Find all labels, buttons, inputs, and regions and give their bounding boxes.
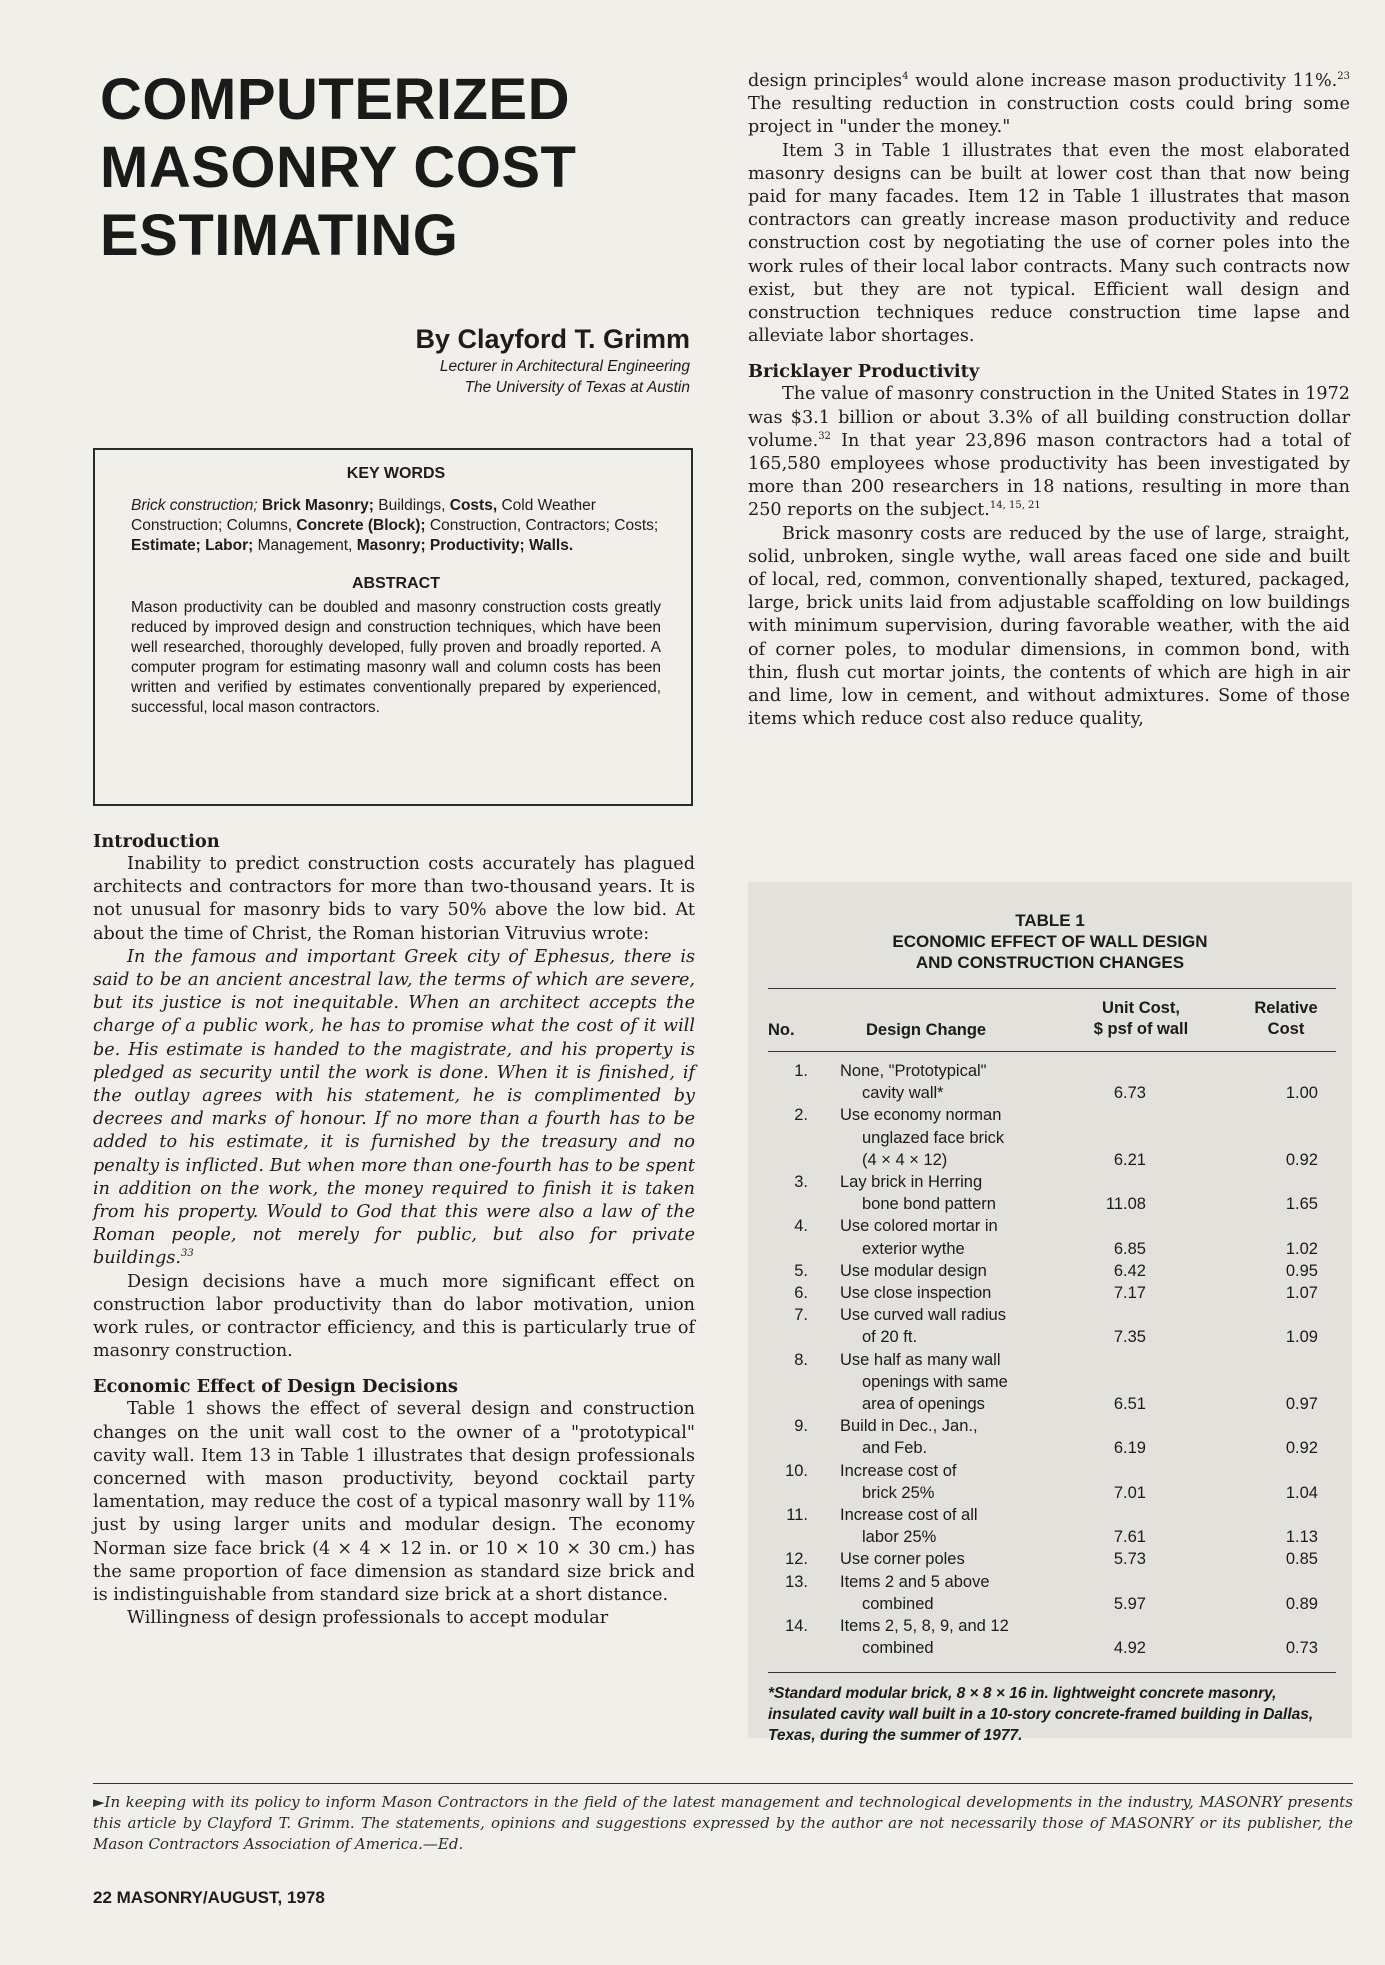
title-line-2: MASONRY COST [100,135,577,200]
design-change-cell [840,1504,1100,1548]
table-row [768,1260,1336,1282]
design-change-line: Lay brick in Herring [840,1173,983,1192]
design-change-line: Items 2, 5, 8, 9, and 12 [840,1617,1009,1636]
row-number: 8. [794,1350,808,1369]
author-name: By Clayford T. Grimm [415,324,690,354]
unit-cost-cell: 6.19 [1113,1439,1146,1458]
unit-cost-cell: 7.35 [1113,1328,1146,1347]
relative-cost-cell: 1.07 [1285,1284,1318,1303]
design-change-line: Use economy norman [840,1106,1002,1125]
unit-cost-cell: 5.73 [1113,1550,1146,1569]
design-change-cell [840,1615,1100,1659]
row-number: 3. [794,1173,808,1192]
page-footer: 22 MASONRY/AUGUST, 1978 [93,1888,325,1907]
design-change-line: combined [862,1594,934,1613]
design-change-cell [840,1304,1100,1348]
col-header-no: No. [768,1021,795,1039]
design-change-line: unglazed face brick [862,1128,1005,1147]
author-affiliation-university: The University of Texas at Austin [464,379,690,396]
row-number: 11. [786,1506,808,1525]
paragraph: Inability to predict construction costs accurately has plagued architects and contractors for more than two-thousand years. It is not unusual for masonry bids to vary 50% above the low bid. At about the time of Christ, the Roman historian Vitruvius wrote: [93,854,695,944]
table-row [768,1060,1336,1104]
keyword-fragment: Management, [257,537,357,554]
relative-cost-cell: 0.89 [1285,1594,1318,1613]
byline [300,322,690,398]
design-change-cell [840,1548,1100,1570]
row-number: 9. [794,1417,808,1436]
keyword-fragment: Buildings, [378,497,450,514]
table-title-line-1: ECONOMIC EFFECT OF WALL DESIGN [892,932,1208,951]
citation: 4 [902,71,909,83]
keywords-list [131,496,661,556]
vitruvius-quote: In the famous and important Greek city of Ephesus, there is said to be an ancient ancestral law, the terms of which are severe, but its justice is not inequitable. When an architect accepts the charge of a public work, he has to promise what the cost of it will be. His estimate is handed to the magistrate, and his property is pledged as security until the work is done. When it is finished, if the outlay agrees with his statement, he is complimented by decrees and marks of honour. If no more than a fourth has to be added to his estimate, it is furnished by the treasury and no penalty is inflicted. But when more than one-fourth has to be spent in addition on the work, the money required to finish it is taken from his property. Would to God that this were also a law of the Roman people, not merely for public, but also for private buildings.$^{33}$ [93,946,695,1269]
paragraph: Item 3 in Table 1 illustrates that even the most elaborated masonry designs can be built at lower cost than that now being paid for many facades. Item 12 in Table 1 illustrates that mason contractors can greatly increase mason productivity and reduce construction cost by negotiating the use of corner poles into the work rules of their local labor contracts. Many such contracts now exist, but they are not typical. Efficient wall design and construction techniques reduce construction time lapse and alleviate labor shortages. [748,140,1350,347]
table-body [768,1060,1336,1659]
unit-cost-cell: 6.85 [1113,1239,1146,1258]
design-change-line: brick 25% [862,1483,935,1502]
unit-cost-cell: 4.92 [1113,1639,1146,1658]
relative-cost-cell: 0.95 [1285,1261,1318,1280]
article-title [100,66,700,270]
design-change-cell [840,1260,1100,1282]
design-change-cell [840,1415,1100,1459]
row-number: 14. [785,1617,808,1636]
relative-cost-cell: 1.09 [1285,1328,1318,1347]
design-change-cell [840,1571,1100,1615]
citation: 14, 15, 21 [989,500,1041,512]
table-row [768,1460,1336,1504]
paragraph: design principles$^4$ would alone increase mason productivity 11%.$^{23}$ The resulting reduction in construction costs could bring some project in "under the money." [748,71,1350,138]
table-row [768,1571,1336,1615]
footer-rule [93,1783,1353,1784]
table-title-line-2: AND CONSTRUCTION CHANGES [915,953,1185,972]
keyword-fragment: Brick construction; [131,497,262,514]
design-change-line: Use close inspection [840,1284,992,1303]
table-row [768,1171,1336,1215]
col-header-unit-cost: Unit Cost, $ psf of wall [1093,999,1189,1038]
citation: 33 [180,1248,194,1260]
design-change-line: bone bond pattern [862,1195,996,1214]
table-row [768,1615,1336,1659]
table-title-number: TABLE 1 [1015,911,1085,930]
keyword-fragment: Costs, [449,497,502,514]
design-change-line: labor 25% [862,1528,937,1547]
unit-cost-cell: 6.51 [1113,1395,1146,1414]
design-change-line: Build in Dec., Jan., [840,1417,978,1436]
section-heading-introduction: Introduction [93,831,220,852]
design-change-line: area of openings [862,1395,985,1414]
col-header-design-change: Design Change [866,1021,987,1039]
relative-cost-cell: 0.73 [1285,1639,1318,1658]
design-change-line: and Feb. [862,1439,928,1458]
design-change-line: Use half as many wall [840,1350,1001,1369]
title-line-3: ESTIMATING [100,203,459,268]
table-1 [748,882,1352,1744]
design-change-line: of 20 ft. [862,1328,918,1347]
unit-cost-cell: 6.21 [1113,1150,1146,1169]
relative-cost-cell: 1.02 [1285,1239,1318,1258]
citation: 32 [818,430,831,442]
table-footnote: *Standard modular brick, 8 × 8 × 16 in. lightweight concrete masonry, insulated cavity wall built in a 10-story concrete-framed building in Dallas, Texas, during the summer of 1977. [768,1672,1336,1746]
design-change-line: None, "Prototypical" [840,1062,987,1080]
relative-cost-cell: 0.92 [1285,1439,1318,1458]
paragraph: Design decisions have a much more significant effect on construction labor productivity than do labor motivation, union work rules, or contractor efficiency, and this is particularly true of masonry construction. [93,1271,695,1362]
relative-cost-cell: 0.92 [1285,1150,1318,1169]
row-number: 7. [794,1306,808,1325]
section-heading-bricklayer-productivity: Bricklayer Productivity [748,361,980,383]
table-row [768,1282,1336,1304]
design-change-line: cavity wall* [862,1084,944,1103]
relative-cost-cell: 1.13 [1285,1528,1318,1547]
table-row [768,1104,1336,1171]
paragraph: Table 1 shows the effect of several design and construction changes on the unit wall cost to the owner of a "prototypical" cavity wall. Item 13 in Table 1 illustrates that design professionals concerned with mason productivity, beyond cocktail party lamentation, may reduce the cost of a typical masonry wall by 11% just by using larger units and modular design. The economy Norman size face brick (4 × 4 × 12 in. or 10 × 10 × 30 cm.) has the same proportion of face dimension as standard size brick and is indistinguishable from standard size brick at a short distance. [93,1399,695,1606]
row-number: 4. [794,1217,808,1236]
title-line-1: COMPUTERIZED [100,67,570,132]
keyword-fragment: Cold Weather Construction; Columns, [131,497,596,534]
design-change-cell [840,1171,1100,1215]
unit-cost-cell: 5.97 [1113,1594,1146,1613]
design-change-line: Use colored mortar in [840,1217,998,1236]
unit-cost-cell: 7.01 [1113,1483,1146,1502]
design-change-line: combined [862,1639,934,1658]
design-change-cell [840,1349,1100,1416]
keywords-abstract-box [93,448,693,806]
design-change-line: Use curved wall radius [840,1306,1006,1325]
table-row [768,1304,1336,1348]
relative-cost-cell: 0.97 [1285,1395,1318,1414]
citation: 23 [1337,71,1350,83]
unit-cost-cell: 6.73 [1113,1084,1146,1103]
design-change-line: Increase cost of [840,1461,957,1480]
relative-cost-cell: 1.00 [1285,1084,1318,1103]
design-change-line: Items 2 and 5 above [840,1572,990,1591]
design-change-cell [840,1215,1100,1259]
abstract-heading: ABSTRACT [352,575,440,592]
keyword-fragment: Construction, Contractors; Costs; [429,517,659,534]
table-row [768,1415,1336,1459]
table-row [768,1548,1336,1570]
design-change-line: exterior wythe [862,1239,965,1258]
row-number: 13. [785,1572,808,1591]
table-header [768,988,1336,1052]
table-row [768,1215,1336,1259]
abstract-text: Mason productivity can be doubled and masonry construction costs greatly reduced by improved design and construction techniques, which have been well researched, thoroughly developed, fully proven and broadly reported. A computer program for estimating masonry wall and column costs has been written and verified by estimates conventionally prepared by experienced, successful, local mason contractors. [131,599,661,716]
keyword-fragment: Estimate; Labor; [131,537,258,554]
relative-cost-cell: 0.85 [1285,1550,1318,1569]
table-row [768,1504,1336,1548]
left-text-column [93,830,695,1631]
row-number: 6. [794,1284,808,1303]
design-change-line: Use corner poles [840,1550,965,1569]
design-change-line: Increase cost of all [840,1506,978,1525]
design-change-line: (4 × 4 × 12) [862,1150,948,1169]
design-change-cell [840,1104,1100,1171]
col-header-relative-cost: Relative Cost [1254,999,1318,1038]
keyword-fragment: Concrete (Block); [296,517,430,534]
table-row [768,1349,1336,1416]
paragraph: The value of masonry construction in the United States in 1972 was $3.1 billion or about 3.3% of all building construction dollar volume.$^{32}$ In that year 23,896 mason contractors had a total of 165,580 employees whose productivity has been investigated by more than 200 researchers in 18 nations, resulting in more than 250 reports on the subject.$^{14, 15, 21}$ [748,384,1350,521]
keyword-fragment: Masonry; Productivity; Walls. [356,537,574,554]
row-number: 5. [794,1261,808,1280]
relative-cost-cell: 1.04 [1285,1483,1318,1502]
design-change-cell [840,1060,1100,1104]
paragraph: Brick masonry costs are reduced by the use of large, straight, solid, unbroken, single wythe, wall areas faced one side and built of local, red, common, conventionally shaped, textured, packaged, large, brick units laid from adjustable scaffolding on low buildings with minimum supervision, during favorable weather, with the aid of corner poles, to modular dimensions, in common bond, with thin, flush cut mortar joints, the contents of which are high in air and lime, low in cement, and without admixtures. Some of those items which reduce cost also reduce quality, [748,523,1350,730]
design-change-cell [840,1282,1100,1304]
row-number: 10. [785,1461,808,1480]
keyword-fragment: Brick Masonry; [261,497,379,514]
unit-cost-cell: 6.42 [1113,1261,1146,1280]
right-text-column [748,70,1350,731]
paragraph: Willingness of design professionals to accept modular [127,1608,609,1629]
author-affiliation-title: Lecturer in Architectural Engineering [439,358,690,375]
row-number: 12. [785,1550,808,1569]
row-number: 1. [794,1062,808,1080]
unit-cost-cell: 7.61 [1113,1528,1146,1547]
unit-cost-cell: 11.08 [1105,1195,1146,1214]
design-change-line: Use modular design [840,1261,987,1280]
design-change-cell [840,1460,1100,1504]
design-change-line: openings with same [862,1372,1008,1391]
editor-note: ►In keeping with its policy to inform Mason Contractors in the field of the latest management and technological developments in the industry, MASONRY presents this article by Clayford T. Grimm. The statements, opinions and suggestions expressed by the author are not necessarily those of MASONRY or its publisher, the Mason Contractors Association of America.—Ed. [93,1793,1353,1853]
keywords-heading: KEY WORDS [346,465,446,482]
row-number: 2. [794,1106,808,1125]
relative-cost-cell: 1.65 [1285,1195,1318,1214]
section-heading-economic-effect: Economic Effect of Design Decisions [93,1376,458,1398]
unit-cost-cell: 7.17 [1113,1284,1146,1303]
